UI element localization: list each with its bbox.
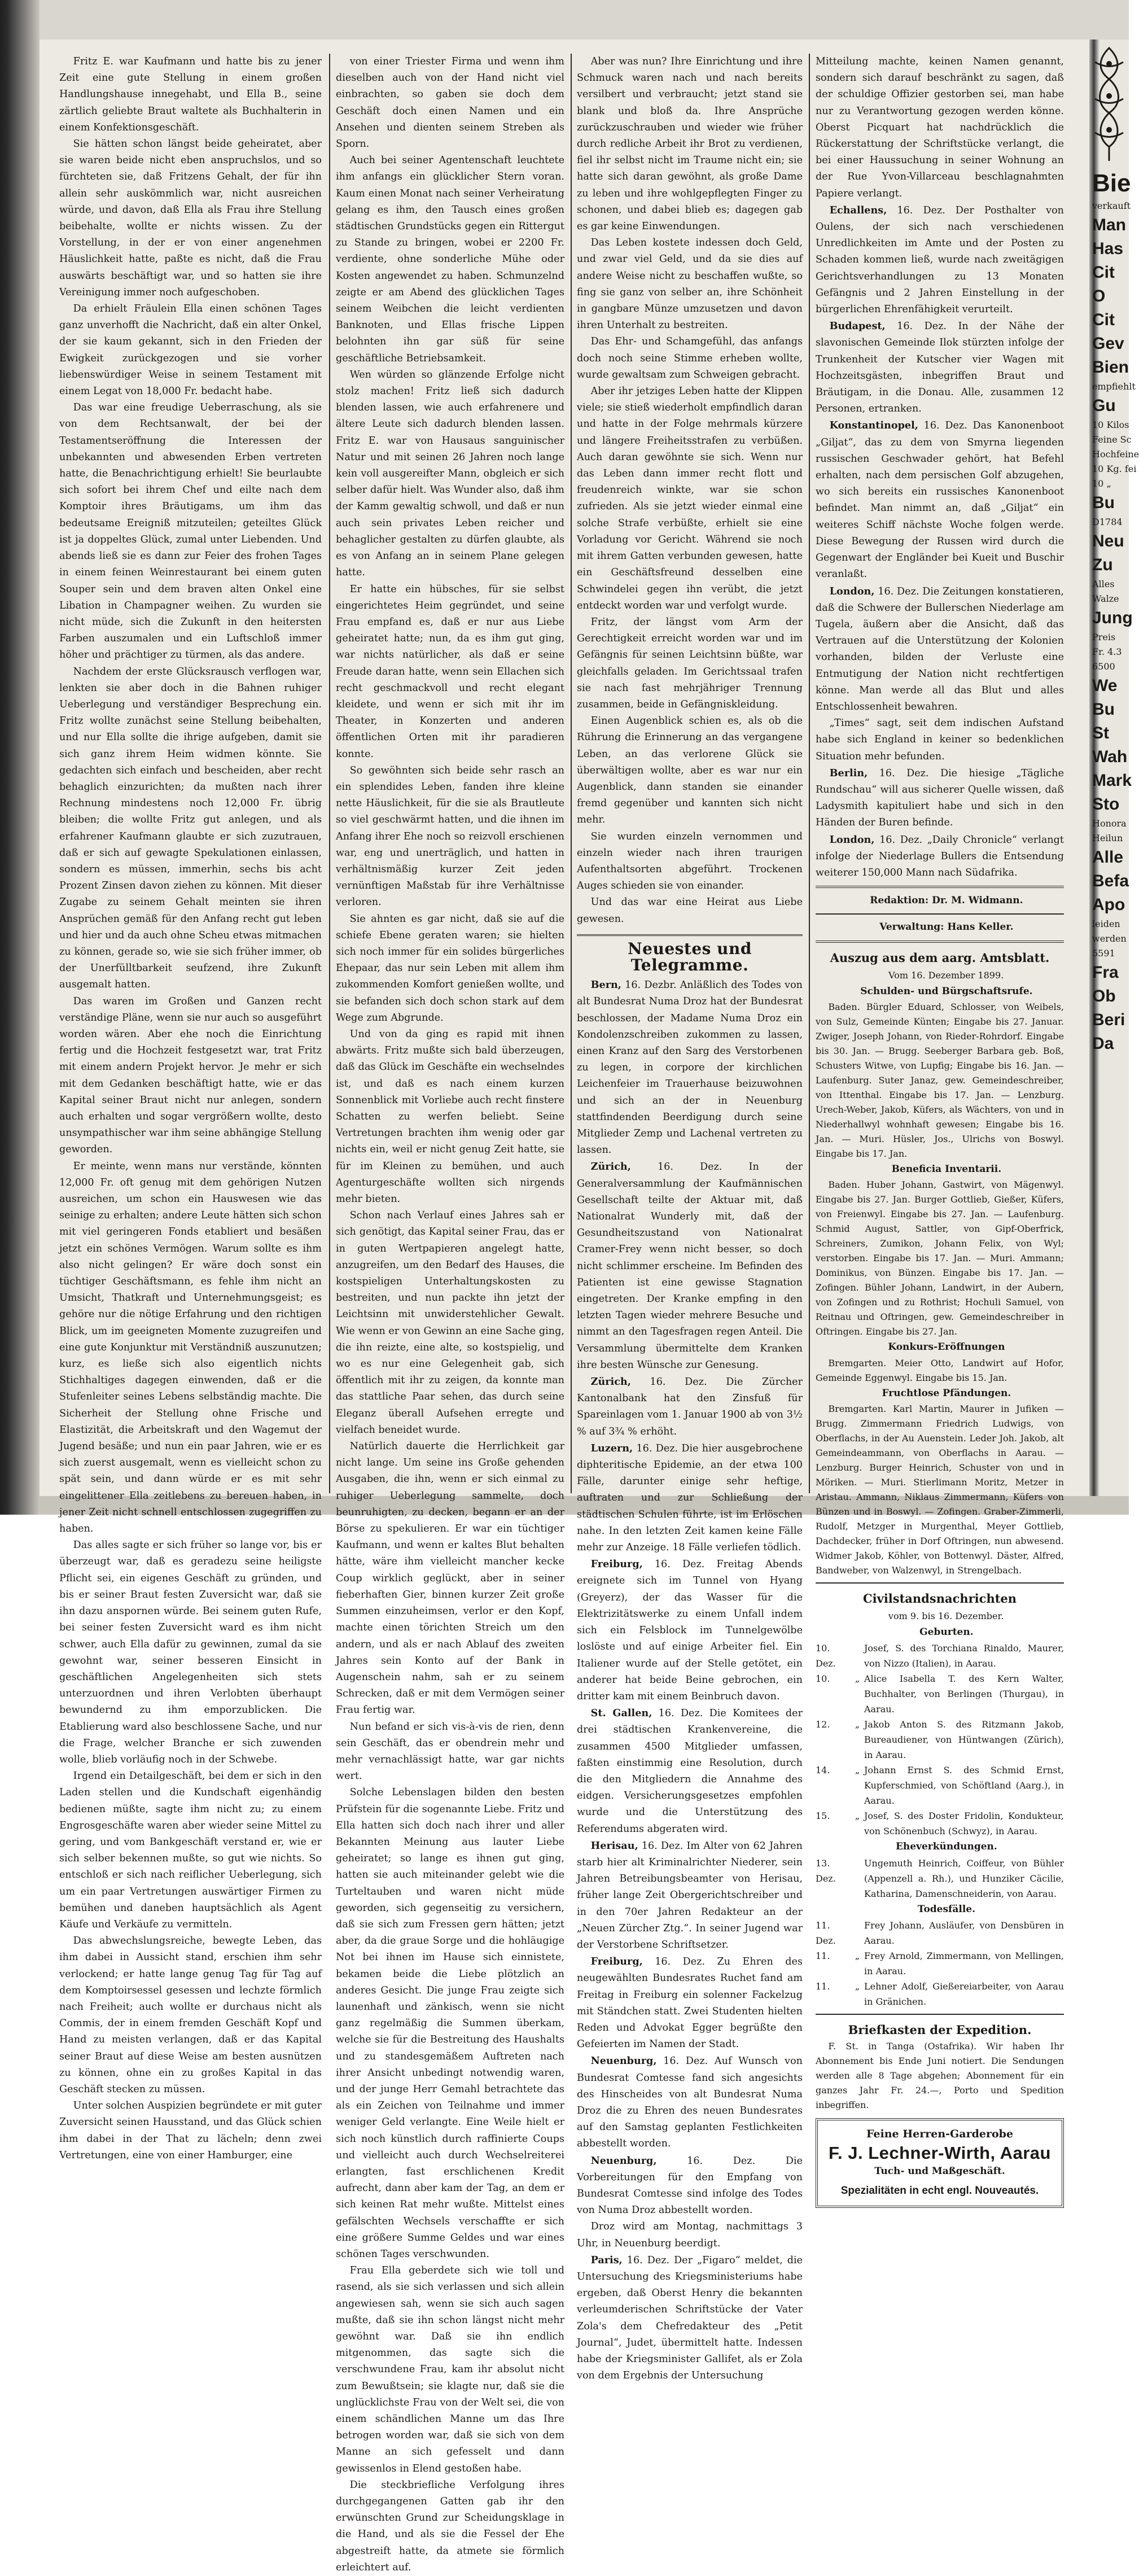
edge-text-fragment: verkauft — [1092, 200, 1131, 211]
entry-text: Frey Arnold, Zimmermann, von Mellingen, in Aarau. — [864, 1950, 1064, 1976]
news-dateline: Neuenburg, — [590, 2055, 657, 2067]
entry-text: Ungemuth Heinrich, Coiffeur, von Bühler (Appenzell a. Rh.), und Hunziker Cäcilie, Katharina, Damenschneiderin, von Aarau. — [864, 1857, 1064, 1899]
separator — [816, 913, 1064, 915]
article-paragraph: Schon nach Verlauf eines Jahres sah er sich genötigt, das Kapital seiner Frau, das er in guten Wertpapieren angelegt hatte, anzugreifen, um den Bedarf des Hauses, die kostspieligen Unterhaltungskosten zu bestreiten, und nun packte ihn jetzt der Leichtsinn mit unwiderstehlicher Gewalt. Wie wenn er von Gewinn an eine Sache ging, die ihn reizte, eine alte, so kostspielig, und wo es nur eine Gelegenheit gab, sich öffentlich mit ihr zu zeigen, da konnte man das stattliche Paar sehen, das durch seine Eleganz überall Aufsehen erregte und vielfach beneidet wurde. — [336, 1210, 564, 1436]
edge-text-fragment: Alle — [1092, 848, 1124, 867]
edge-text-fragment: Sto — [1092, 795, 1120, 814]
edge-text-fragment: Feine Sc — [1092, 434, 1132, 445]
news-dateline: St. Gallen, — [590, 1707, 652, 1720]
news-text: 16. Dez. Auf Wunsch von Bundesrat Comtesse fand sich angesichts des Hinscheides von alt Bundesrat Numa Droz die zu Ehren des neuen Bundesrates auf den Samstag geplanten Festlichkeiten abbestellt worden. — [577, 2055, 803, 2150]
ditto-mark — [851, 1641, 864, 1671]
edge-text-fragment: Zu — [1092, 556, 1113, 574]
news-text: 16. Dez. Das Kanonenboot „Giljat“, das zu dem von Smyrna liegenden russischen Geschwader gehört, hat Befehl erhalten, nach dem persischen Golf abzugehen, wo sich bereits ein russisches Kanonenboot befindet. Man nimmt an, daß „Giljat“ ein weiteres Schiff nächste Woche folgen werde. Diese Bewegung der Russen wird durch die Gegenwart der Engländer bei Kueit und Buschir veranlaßt. — [816, 420, 1064, 580]
news-section-title: Neuestes und Telegramme. — [577, 934, 803, 973]
news-item — [577, 977, 803, 1158]
ditto-mark: „ — [855, 1810, 860, 1822]
ditto-mark: „ — [855, 1673, 860, 1685]
ditto-mark: „ — [855, 1980, 860, 1992]
article-paragraph: Irgend ein Detailgeschäft, bei dem er sich in den Laden stellen und die Kundschaft eigenhändig bedienen müßte, sagte ihm nicht zu; zu einem Engrosgeschäfte waren aber wieder seine Mittel zu gering, und vom Bankgeschäft verstand er, wie er sich selber bekennen mußte, so gut wie nichts. So entschloß er sich nach reiflicher Ueberlegung, sich um ein paar Vertretungen auswärtiger Firmen zu bemühen und daneben hauptsächlich als Agent Käufe und Verkäufe zu vermitteln. — [59, 1770, 322, 1930]
article-paragraph: Aber was nun? Ihre Einrichtung und ihre Schmuck waren nach und nach bereits versilbert und verbraucht; jetzt stand sie blank und bloß da. Ihre Ansprüche zurückzuschrauben und wieder wie früher durch redliche Arbeit ihr Brot zu verdienen, fiel ihr selbst nicht im Traume nicht ein; sie hatte sich daran gewöhnt, als große Dame zu leben und ihre wohlgepflegten Finger zu schonen, und dabei blieb es; dagegen gab es gar keine Einwendungen. — [577, 56, 803, 233]
schulden-title: Schulden- und Bürgschaftsrufe. — [860, 985, 1033, 997]
edge-text-fragment: 10 „ — [1092, 478, 1111, 489]
edge-text-fragment: Heilun — [1092, 833, 1123, 843]
news-list — [816, 202, 1064, 881]
column-rule — [329, 54, 330, 1493]
news-text: 16. Dez. Die Komitees der drei städtischen Krankenvereine, die zusammen 4500 Mitglieder umfassen, faßten einstimmig eine Resolution, durch die den Mitgliedern die Annahme des eidgen. Versicherungsgesetzes empfohlen wurde und die Unterstützung des Referendums abgeraten wird. — [577, 1708, 803, 1835]
article-paragraph: Aber ihr jetziges Leben hatte der Klippen viele; sie stieß wiederholt empfindlich daran und hatte in der Folge mehrmals kürzere und längere Freiheitsstrafen zu verbüßen. Auch daran gewöhnte sie sich. Wenn nur das Leben dann immer recht flott und freudenreich winkte, war sie schon zufrieden. Als sie jetzt wieder einmal eine solche Strafe verbüßte, erhielt sie eine Vorladung vor Gericht. Während sie noch mit ihrem Gatten verbunden gewesen, hatte ein Geschäftsfreund desselben eine Schwindelei gegen ihn verübt, die jetzt entdeckt worden war und verfolgt wurde. — [577, 386, 803, 611]
edge-text-fragment: Beri — [1092, 1011, 1125, 1029]
news-dateline: London, — [829, 585, 875, 597]
edge-text-fragment: Ob — [1092, 987, 1116, 1005]
article-paragraph: Nun befand er sich vis-à-vis de rien, denn sein Geschäft, das er obendrein mehr und mehr vernachlässigt hatte, war gar nichts wert. — [336, 1721, 564, 1782]
news-text: 16. Dez. Die Zeitungen konstatieren, daß die Schwere der Bullerschen Niederlage am Tugela, äußern aber die Ansicht, daß das Vertrauen auf die Unterstützung der Kolonien vorhanden, bilden der Verluste eine Entmutigung der Nation nicht rechtfertigen könne. Man werde all das Blut und alles Entschlossenheit bewahren. — [816, 585, 1064, 712]
edge-text-fragment: Neu — [1092, 532, 1124, 550]
news-item — [577, 1440, 803, 1556]
edge-text-fragment: werden — [1092, 933, 1127, 944]
article-paragraph: Fritz, der längst vom Arm der Gerechtigkeit erreicht worden war und im Gefängnis für seinen Leichtsinn büßte, war gleichfalls geladen. Im Gerichtssaal trafen sie nach fast mehrjähriger Trennung zusammen, beide in Gefängniskleidung. — [577, 616, 803, 710]
register-entry — [816, 1948, 1064, 1979]
news-text: 16. Dez. In der Nähe der slavonischen Gemeinde Ilok stürzten infolge der Trunkenheit der Kutscher vier Wagen mit Hochzeitsgästen, inbegriffen Braut und Bräutigam, in die Donau. Alle, zusammen 12 Personen, ertranken. — [816, 321, 1064, 415]
news-text: 16. Dez. In der Generalversammlung der Kaufmännischen Gesellschaft teilte der Aktuar mit, daß Nationalrat Wunderly mit, daß der Gesundheitszustand von Nationalrat Cramer-Frey wenn nicht besser, so doch nicht schlimmer erscheine. Im Befinden des Patienten ist eine gewisse Stagnation eingetreten. Der Kranke empfing in den letzten Tagen wieder mehrere Besuche und nimmt an den Tagesfragen regen Anteil. Die Versammlung übermittelte dem Kranken ihre besten Wünsche zur Genesung. — [577, 1161, 803, 1371]
article-paragraph: Frau Ella geberdete sich wie toll und rasend, als sie sich verlassen und sich allein angewiesen sah, wenn sie sich auch sagen mußte, daß sie ihn schon längst nicht mehr gewöhnt war. Daß sie ihn endlich mitgenommen, das sagte sich die verschwundene Frau, kam ihr absolut nicht zum Bewußtsein; sie klagte nur, daß sie die unglücklichste Frau von der Welt sei, die von einem schändlichen Manne um das Ihre betrogen worden war, daß sie sich von dem Manne an sich gefesselt und dann gewissenlos in Elend gestoßen habe. — [336, 2265, 564, 2474]
feuilleton-ending — [577, 54, 803, 928]
news-dateline: Freiburg, — [590, 1558, 643, 1571]
news-item — [577, 1953, 803, 2053]
article-paragraph: Unter solchen Auspizien begründete er mit guter Zuversicht seinen Hausstand, und das Glück schien ihm dabei in der That zu lächeln; denn zwei Vertretungen, eine von einer Hamburger, eine — [59, 2100, 322, 2161]
news-item — [816, 765, 1064, 832]
advertisement-box — [816, 2118, 1064, 2208]
news-item — [816, 318, 1064, 417]
entry-text: Josef, S. des Torchiana Rinaldo, Maurer, von Nizzo (Italien), in Aarau. — [864, 1643, 1064, 1669]
geburten-list — [816, 1641, 1064, 1839]
ad-company-name: F. J. Lechner-Wirth, Aarau — [829, 2143, 1051, 2163]
edge-text-fragment: 5591 — [1092, 948, 1115, 959]
edge-text-fragment: Befa — [1092, 872, 1129, 890]
news-item — [577, 2219, 803, 2251]
register-entry — [816, 1717, 1064, 1762]
news-item — [577, 1556, 803, 1705]
ad-headline: Feine Herren-Garderobe — [866, 2128, 1014, 2140]
entry-date: 11. Dez. — [816, 1919, 836, 1946]
briefkasten-text: F. St. in Tanga (Ostafrika). Wir haben Ihr Abonnement bis Ende Juni notiert. Die Sendungen werden alle 8 Tage abgehen; Abonnement für ein ganzes Jahr Fr. 24.—, Porto und Spedition inbegriffen. — [816, 2041, 1064, 2110]
news-text: „Times“ sagt, seit dem indischen Aufstand habe sich England in keiner so bedenklichen Situation mehr befunden. — [816, 718, 1064, 762]
edge-text-fragment: Fra — [1092, 963, 1119, 982]
edge-text-fragment: leiden — [1092, 919, 1120, 929]
fruchtlos-title: Fruchtlose Pfändungen. — [882, 1387, 1011, 1399]
register-entry — [816, 1671, 1064, 1717]
register-entry — [816, 1856, 1064, 1901]
schulden-text: Baden. Bürgler Eduard, Schlosser, von Weibels, von Sulz, Gemeinde Künten; Eingabe bis 27. Januar. Zwiger, Joseph Johann, von Rieder-Rohrdorf. Eingabe bis 30. Jan. — Brugg. Seeberger Barbara geb. Boß, Schusters Witwe, von Lupfig; Eingabe bis 16. Jan. — Laufenburg. Suter Janaz, gew. Gemeindeschreiber, von Ittenthal. Eingabe bis 17. Jan. — Lenzburg. Urech-Weber, Jakob, Küfers, als Wächters, von und in Niederhallwyl wohnhaft gewesen; Eingabe bis 16. Jan. — Muri. Hüsler, Jos., Ulrichs von Boswyl. Eingabe bis 17. Jan. — [816, 1001, 1064, 1160]
news-continuation: Mitteilung machte, keinen Namen genannt, sondern sich darauf beschränkt zu sagen, daß der schuldige Offizier gestorben sei, man habe nur zu Verantwortung gezogen werden könne. Oberst Picquart hat nachdrücklich die Rückerstattung der Schriftstücke verlangt, die bei einer Haussuchung in seiner Wohnung an der Rue Yvon-Villarceau beschlagnahmten Papiere verlangt. — [816, 56, 1064, 199]
edge-text-fragment: Fr. 4.3 — [1092, 646, 1122, 657]
fruchtlos-text: Bremgarten. Karl Martin, Maurer in Jufiken — Brugg. Zimmermann Friedrich Ludwigs, von Oberflachs, in der Au Auenstein. Leder Joh. Jakob, alt Gemeindeammann, von Oberflachs in Aarau. — Lenzburg. Burger Heinrich, Schuster von und in Möriken. — Muri. Stierlimann Moritz, Metzer in Aristau. Ammann, Niklaus Zimmermann, Küfers von Bünzen und in Boswyl. — Zofingen. Graber-Zimmerli, Rudolf, Metzger in Murgenthal, Meyer Gottlieb, Dachdecker, früher in Dorf Oftringen, nun abwesend. Widmer Jakob, Köhler, von Bottenwyl. Däster, Alfred, Bandweber, von Walzenwyl, in Strengelbach. — [816, 1403, 1064, 1576]
amtsblatt-date: Vom 16. Dezember 1899. — [888, 969, 1004, 981]
news-dateline: Freiburg, — [590, 1956, 643, 1968]
column-rule — [571, 54, 572, 1493]
article-paragraph: Sie hätten schon längst beide geheiratet, aber sie waren beide nicht eben anspruchslos, und so fürchteten sie, daß Fritzens Gehalt, der für ihn allein sehr auskömmlich war, nicht ausreichen würde, und davon, daß Ella als Frau ihre Stellung beibehalte, wollte er nichts wissen. Zu der Vorstellung, in der er von einer angenehmen Häuslichkeit hatte, paßte es nicht, daß die Frau auswärts beschäftigt war, und so hatten sie ihre Vereinigung immer noch aufgeschoben. — [59, 138, 322, 298]
edge-text-fragment: Alles — [1092, 579, 1115, 589]
edge-text-fragment: St — [1092, 724, 1109, 742]
ditto-mark — [851, 1856, 864, 1901]
entry-date: 14. — [816, 1765, 830, 1776]
edge-text-fragment: Apo — [1092, 895, 1125, 914]
article-paragraph: Er hatte ein hübsches, für sie selbst eingerichtetes Heim gegründet, und seine Frau empfand es, daß er nur aus Liebe geheiratet hatte; nun, da es ihm gut ging, war nichts natürlicher, als daß er seine Freude daran hatte, wenn sein Ellachen sich recht geschmackvoll und recht elegant kleidete, und wenn er sich mit ihr im Theater, in Konzerten und anderen öffentlichen Orten mit ihr paradieren konnte. — [336, 583, 564, 760]
edge-text-fragment: Gev — [1092, 334, 1124, 353]
article-paragraph: Das Leben kostete indessen doch Geld, und zwar viel Geld, und da sie dies auf andere Weise nicht zu beschaffen wußte, so fing sie ganz von selber an, ihre Schönheit in gangbare Münze umzusetzen und davon ihren Unterhalt zu bestreiten. — [577, 237, 803, 331]
edge-text-fragment: We — [1092, 676, 1118, 695]
news-list — [577, 977, 803, 2384]
article-paragraph: Einen Augenblick schien es, als ob die Rührung die Erinnerung an das vergangene Leben, an das verlorene Glück sie überwältigen wollte, aber es war nur ein Augenblick, dann standen sie einander fremd gegenüber und kannten sich nicht mehr. — [577, 715, 803, 826]
edge-text-fragment: Has — [1092, 239, 1124, 258]
article-paragraph: Da erhielt Fräulein Ella einen schönen Tages ganz unverhofft die Nachricht, daß ein alter Onkel, der sie kaum gekannt, sich in den Frieden der Ewigkeit zurückgezogen und sie vorher liebenswürdiger Weise in seinem Testament mit einem Legat von 18,000 Fr. bedacht habe. — [59, 303, 322, 397]
register-entry — [816, 1762, 1064, 1808]
edge-text-fragment: Hochfeine — [1092, 449, 1139, 460]
column-3 — [577, 54, 803, 2382]
entry-date: 12. — [816, 1719, 830, 1730]
news-text: 16. Dez. Die Vorbereitungen für den Empfang von Bundesrat Comtesse sind infolge des Todes von Numa Droz abbestellt worden. — [577, 2155, 803, 2216]
news-text: 16. Dez. Im Alter von 62 Jahren starb hier alt Kriminalrichter Niederer, sein Jahren Betreibungsbeamter von Herisau, früher lange Zeit Obergerichtschreiber und in den 70er Jahren Redakteur an der „Neuen Zürcher Ztg.“. In seiner Jugend war der Verstorbene Schriftsetzer. — [577, 1840, 803, 1950]
edge-text-fragment: Bu — [1092, 700, 1115, 719]
konkurs-text: Bremgarten. Meier Otto, Landwirt auf Hofor, Gemeinde Eggenwyl. Eingabe bis 15. Jan. — [816, 1357, 1064, 1383]
article-paragraph: Wen würden so glänzende Erfolge nicht stolz machen! Fritz ließ sich dadurch blenden lassen, wie auch erfahrenere und ältere Leute sich dadurch blenden lassen. Fritz E. war von Hausaus sanguinischer Natur und mit seinen 26 Jahren noch lange kein voll ausgereifter Mann, obgleich er sich selber dafür hielt. Was Wunder also, daß ihm der Kamm gewaltig schwoll, und daß er nun auch sein privates Leben reicher und behaglicher gestalten zu dürfen glaubte, als es von Anfang an in seinem Plane gelegen hatte. — [336, 369, 564, 579]
ehe-list — [816, 1856, 1064, 1901]
edge-text-fragment: 6500 — [1092, 661, 1115, 672]
register-entry — [816, 1641, 1064, 1671]
news-dateline: Paris, — [590, 2254, 623, 2266]
article-paragraph: So gewöhnten sich beide sehr rasch an ein splendides Leben, fanden ihre kleine nette Häuslichkeit, für die sie als Brautleute so viel geschwärmt hatten, und die ihnen im Anfang ihrer Ehe noch so reizvoll erschienen war, eng und unerträglich, und hatten in verhältnismäßig kurzer Zeit jeden vernünftigen Maßstab für ihre Verhältnisse verloren. — [336, 764, 564, 908]
entry-text: Josef, S. des Doster Fridolin, Kondukteur, von Schönenbuch (Schwyz), in Aarau. — [864, 1810, 1064, 1837]
article-paragraph: Fritz E. war Kaufmann und hatte bis zu jener Zeit eine gute Stellung in einem großen Handlungshause innegehabt, und Ella B., seine zärtlich geliebte Braut waltete als Buchhalterin in einem Konfektionsgeschäft. — [59, 56, 322, 133]
amtsblatt-title: Auszug aus dem aarg. Amtsblatt. — [830, 950, 1050, 965]
article-paragraph: Sie ahnten es gar nicht, daß sie auf die schiefe Ebene geraten waren; sie hielten sich noch immer für ein solides bürgerliches Ehepaar, das nur sein Leben mit allem ihm zukommenden Komfort genießen wollte, und sie befanden sich doch schon stark auf dem Wege zum Abgrunde. — [336, 913, 564, 1024]
news-text: 16. Dez. Die hiesige „Tägliche Rundschau“ will aus sicherer Quelle wissen, daß Ladysmith kapituliert habe und sich in den Händen der Buren befinde. — [816, 767, 1064, 829]
ditto-mark: „ — [855, 1765, 860, 1776]
ditto-mark: „ — [855, 1719, 860, 1730]
news-item — [816, 715, 1064, 765]
edge-text-fragment: Honora — [1092, 818, 1127, 829]
news-item — [577, 1838, 803, 1953]
article-paragraph: Und das war eine Heirat aus Liebe gewesen. — [577, 896, 803, 925]
adjacent-page-fragments — [1092, 40, 1139, 1496]
news-item — [577, 2153, 803, 2219]
konkurs-title: Konkurs-Eröffnungen — [888, 1341, 1005, 1353]
edge-text-fragment: Preis — [1092, 632, 1116, 642]
article-paragraph: Auch bei seiner Agentenschaft leuchtete ihm anfangs ein glücklicher Stern voran. Kaum einen Monat nach seiner Verheiratung gelang es ihm, den Tausch eines großen städtischen Grundstücks gegen ein Rittergut zu Stande zu bringen, wobei er 2200 Fr. verdiente, ohne sonderliche Mühe oder Kosten angewendet zu haben. Schmunzelnd zeigte er am Abend des glücklichen Tages seinem Weibchen die leicht verdienten Banknoten, und Ellas frische Lippen belohnten ihn gar süß für seine geschäftliche Betriebsamkeit. — [336, 155, 564, 364]
article-paragraph: Die steckbriefliche Verfolgung ihres durchgegangenen Gatten gab ihr den erwünschten Grund zur Scheidungsklage in die Hand, und als sie die Fessel der Ehe abgestreift hatte, da atmete sie förmlich erleichtert auf. — [336, 2479, 564, 2573]
news-dateline: Konstantinopel, — [829, 419, 918, 432]
ad-business-type: Tuch- und Maßgeschäft. — [874, 2166, 1005, 2177]
entry-date: 15. — [816, 1810, 830, 1822]
news-item — [816, 202, 1064, 318]
article-paragraph: Und von da ging es rapid mit ihnen abwärts. Fritz mußte sich bald überzeugen, daß das Glück im Geschäfte ein wechselndes ist, und daß es nach einem kurzen Sonnenblick mit Vorliebe auch recht finstere Schatten zu werfen beliebt. Seine Vertretungen brachten ihm wenig oder gar nichts ein, weil er nicht genug Zeit hatte, sie für im Kleinen zu bemühen, und auch Agenturgeschäfte wollten sich nirgends mehr bieten. — [336, 1028, 564, 1205]
redaktion-line: Redaktion: Dr. M. Widmann. — [870, 895, 1023, 907]
news-item — [816, 417, 1064, 583]
article-paragraph: Das alles sagte er sich früher so lange vor, bis er überzeugt war, daß es geradezu seine heiligste Pflicht sei, ein eigenes Geschäft zu gründen, und bis er seiner Braut festen Zuversicht war, daß sie ihn dazu anspornen würde. Bei seinem guten Rufe, bei seiner festen Zuversicht ward es ihm nicht schwer, auch Ella dafür zu gewinnen, zumal da sie gewohnt war, seiner besseren Einsicht in geschäftlichen Angelegenheiten sich stets unterzuordnen und ihren Verlobten überhaupt bewundernd zu ihm emporzublicken. Die Etablierung ward also beschlossene Sache, und nur die Frage, welcher Branche er sich zuwenden wolle, blieb vorläufig noch in der Schwebe. — [59, 1540, 322, 1765]
article-paragraph: Nachdem der erste Glücksrausch verflogen war, lenkten sie aber doch in die Bahnen ruhiger Ueberlegung und verständiger Besprechung ein. Fritz wollte zunächst seine Stellung beibehalten, und nur Ella sollte die ihrige aufgeben, damit sie sich ganz ihrem Heim widmen könnte. Sie gedachten sich einfach und bescheiden, aber recht behaglich einzurichten; da mußten nach ihrer Rechnung mindestens noch 12,000 Fr. übrig bleiben; die wollte Fritz gut anlegen, und als erfahrener Kaufmann glaubte er sich zuzutrauen, daß er sich auf gewagte Spekulationen einlassen, sondern es müssen, immerhin, sechs bis acht Prozent Zinsen davon ziehen zu können. Mit dieser Zugabe zu seinem Gehalt meinten sie ihren Ansprüchen gemäß für den Anfang recht gut leben und hier und da auch ohne Scheu etwas mitmachen zu können, gerade so, wie sie sich früher immer, ob der Unerfülltbarkeit seufzend, ihre Zukunft ausgemalt hatten. — [59, 666, 322, 991]
entry-text: Frey Johann, Ausläufer, von Densbüren in Aarau. — [864, 1919, 1064, 1946]
news-text: 16. Dez. Der Posthalter von Oulens, der sich nach verschiedenen Unredlichkeiten im Amte und der Posten zu Schaden kommen ließ, wurde nach zweitägigen Gerichtsverhandlungen zu 13 Monaten Gefängnis und 2 Jahren Einstellung in der bürgerlichen Ehrenfähigkeit verurteilt. — [816, 204, 1064, 316]
civil-title: Civilstandsnachrichten — [862, 1591, 1017, 1606]
tod-title: Todesfälle. — [917, 1903, 976, 1915]
column-4 — [816, 54, 1064, 2197]
ehe-title: Eheverkündungen. — [895, 1841, 997, 1853]
civil-date: vom 9. bis 16. Dezember. — [888, 1610, 1004, 1621]
news-dateline: Zürich, — [590, 1161, 631, 1173]
ornament-icon — [1092, 45, 1126, 164]
article-paragraph: Solche Lebenslagen bilden den besten Prüfstein für die sogenannte Liebe. Fritz und Ella hatten sich doch nach ihrer und aller Bekannten Meinung aus lauter Liebe geheiratet; so lange es ihnen gut ging, hatten sie auch miteinander gelebt wie die Turteltauben und waren nicht müde geworden, sich gegenseitig zu versichern, daß sie sich zum Fressen gern hätten; jetzt aber, da die graue Sorge und die hohläugige Not bei ihnen im Hause sich einnistete, bekamen beide die Liebe plötzlich an anderes Gesicht. Die junge Frau zeigte sich launenhaft und zänkisch, wenn sie nicht ganz regelmäßig die Summen überkam, welche sie für die Bestreitung des Haushalts und zu standesgemäßem Auftreten nach ihrer Ansicht unbedingt notwendig waren, und der junge Herr Gemahl betrachtete das als ein Zeichen von Teilnahme und immer weniger Geld verlangte. Eine Weile hielt er sich noch künstlich durch raffinierte Coups und vielleicht auch durch Wechselreiterei erlangten, fast erschlichenen Kredit aufrecht, dann aber kam der Tag, an dem er sich keinen Rat mehr wußte. Mittelst eines gefälschten Wechsels verschaffte er sich eine größere Summe Geldes und war eines schönen Tages verschwunden. — [336, 1787, 564, 2260]
news-item — [577, 2252, 803, 2385]
tod-list — [816, 1918, 1064, 2009]
edge-text-fragment: empfiehlt — [1092, 381, 1136, 392]
edge-text-fragment: Cit — [1092, 263, 1115, 282]
beneficia-title: Beneficia Inventarii. — [891, 1164, 1002, 1175]
news-text: 16. Dez. Die hier ausgebrochene diphteritische Epidemie, an der etwa 100 Fälle, darunter einige sehr heftige, auftraten und zur Schließung der städtischen Schulen führte, ist im Erlöschen nahe. In den letzten Zeit kamen keine Fälle mehr zur Anzeige. 18 Fälle verliefen tödlich. — [577, 1442, 803, 1554]
entry-date: 11. — [816, 1980, 830, 1992]
news-text: 16. Dez. Der „Figaro“ meldet, die Untersuchung des Kriegsministeriums habe ergeben, daß Oberst Henry die bekannten verleumderischen Schriftstücke der Vater Zola's dem Chefredakteur des „Petit Journal“, Judet, übermittelt hatte. Indessen habe der Kriegsminister Gallifet, als er Zola von dem Ergebnis der Untersuchung — [577, 2254, 803, 2382]
news-dateline: Bern, — [590, 979, 621, 991]
edge-text-fragment: Bu — [1092, 493, 1115, 512]
register-entry — [816, 1918, 1064, 1948]
edge-text-fragment: Bien — [1092, 358, 1129, 377]
news-text: 16. Dez. Freitag Abends ereignete sich im Tunnel von Hyang (Greyerz), der das Wasser für die Elektrizitätswerke zu einem Unfall indem sich ein Felsblock im Tunnelgewölbe loslöste und auf einige Arbeiter fiel. Ein Italiener wurde auf der Stelle getötet, ein anderer hat beide Beine gebrochen, ein dritter kam mit einem Beinbruch davon. — [577, 1559, 803, 1702]
news-dateline: Budapest, — [829, 320, 886, 333]
separator — [816, 1582, 1064, 1584]
entry-date: 10. Dez. — [816, 1643, 836, 1669]
edge-text-fragment: Wah — [1092, 747, 1128, 766]
entry-text: Jakob Anton S. des Ritzmann Jakob, Bureaudiener, von Hüntwangen (Zürich), in Aarau. — [864, 1719, 1064, 1761]
entry-date: 10. — [816, 1673, 830, 1685]
news-text: 16. Dez. Zu Ehren des neugewählten Bundesrates Ruchet fand am Freitag in Freiburg ein solenner Fackelzug mit Ständchen statt. Zwei Studenten hielten Reden und Advokat Egger begrüßte den Gefeierten im Namen der Stadt. — [577, 1956, 803, 2050]
edge-text-fragment: 10 Kilos — [1092, 419, 1129, 430]
news-text: 16. Dezbr. Anläßlich des Todes von alt Bundesrat Numa Droz hat der Bundesrat beschlossen, der Madame Numa Droz ein Kondolenzschreiben zukommen zu lassen, einen Kranz auf den Sarg des Verstorbenen zu legen, in corpore der kirchlichen Leichenfeier im Trauerhause beizuwohnen und sich an der in Neuenburg stattfindenden Beerdigung durch seine Mitglieder Zemp und Lachenal vertreten zu lassen. — [577, 979, 803, 1156]
edge-text-fragment: D1784 — [1092, 517, 1123, 527]
register-entry — [816, 1808, 1064, 1839]
news-item — [577, 2053, 803, 2152]
edge-text-fragment: O — [1092, 287, 1106, 305]
register-entry — [816, 1979, 1064, 2009]
entry-text: Alice Isabella T. des Kern Walter, Buchhalter, von Berlingen (Thurgau), in Aarau. — [864, 1673, 1064, 1715]
news-item — [816, 832, 1064, 882]
news-dateline: Luzern, — [590, 1442, 633, 1454]
news-dateline: Zürich, — [590, 1376, 631, 1388]
ad-specialties: Spezialitäten in echt engl. Nouveautés. — [840, 2184, 1039, 2197]
article-paragraph: Das abwechslungsreiche, bewegte Leben, das ihm dabei in Aussicht stand, erschien ihm sehr verlockend; er hatte lange genug Tag für Tag auf dem Komptoirsessel gesessen und lechzte förmlich nach Freiheit; auch wollte er durchaus nicht als Commis, der in einem fremden Geschäft Kopf und Hand zu meisten verlangen, daß er das Kapital seiner Braut auf diese Weise am besten ausnützen zu können, ohne ein zu großes Kapital in das Geschäft stecken zu müssen. — [59, 1935, 322, 2095]
entry-text: Johann Ernst S. des Schmid Ernst, Kupferschmied, von Schöftland (Aarg.), in Aarau. — [864, 1765, 1064, 1807]
edge-text-fragment: 10 Kg. fei — [1092, 463, 1137, 474]
edge-text-fragment: Jung — [1092, 609, 1133, 627]
news-dateline: Herisau, — [590, 1839, 638, 1852]
article-paragraph: Sie wurden einzeln vernommen und einzeln wieder nach ihren traurigen Aufenthaltsorten abgeführt. Trockenen Auges schieden sie von einander. — [577, 830, 803, 892]
article-paragraph: Er meinte, wenn mans nur verstände, könnten 12,000 Fr. oft genug mit dem gehörigen Nutzen ausreichen, um schon ein Hauswesen wie das seinige zu erhalten; andere Leute hätten sich schon mit viel geringeren Fonds etabliert und besäßen jetzt ein schönes Vermögen. Warum sollte es ihm also nicht gelingen? Er wäre doch sonst ein tüchtiger Geschäftsmann, es fehle ihm nicht an Umsicht, Thatkraft und Unternehmungsgeist; es gehöre nur die nötige Erfahrung und den richtigen Blick, um im geeigneten Momente zuzugreifen und eine gute Konjunktur mit Verständniß auszunutzen; kurz, es ließe sich also eigentlich nichts Stichhaltiges dagegen einwenden, daß er die Stufenleiter seines Lebens selbständig machte. Die Sicherheit der Stellung ohne Frische und Elastizität, die Arbeitskraft und den Wagemut der Jugend besäße; und nun ein paar Jahren, wie er es sich zuerst ausgemalt, wenn es vielleicht schon zu spät sein, und dann würde er es mit sehr eingelittener Ella zeitlebens zu bereuen haben, in jener Zeit nicht schnell entschlossen zugegriffen zu haben. — [59, 1160, 322, 1535]
separator — [816, 2014, 1064, 2015]
briefkasten-title: Briefkasten der Expedition. — [848, 2022, 1032, 2037]
news-dateline: Neuenburg, — [590, 2154, 657, 2167]
news-text: 16. Dez. Die Zürcher Kantonalbank hat den Zinsfuß für Spareinlagen vom 1. Januar 1900 ab von 3½ % auf 3¾ % erhöht. — [577, 1376, 803, 1437]
article-paragraph: Natürlich dauerte die Herrlichkeit gar nicht lange. Um seine ins Große gehenden Ausgaben, die ihn, wenn er sich einmal zu ruhiger Ueberlegung sammelte, doch beunruhigten, zu decken, begann er an der Börse zu spekulieren. Er war ein tüchtiger Kaufmann, und wenn er kaltes Blut behalten hätte, wäre ihm vielleicht mancher keckе Coup wirklich geglückt, aber in seiner fieberhaften Gier, binnen kurzer Zeit große Summen einzuheimsen, verlor er den Kopf, machte einen törichten Streich um den andern, und als er nach Ablauf des zweiten Jahres sein Konto auf der Bank in Augenschein nahm, sah er zu seinem Schrecken, daß er mit dem Vermögen seiner Frau fertig war. — [336, 1441, 564, 1716]
edge-text-fragment: Bie — [1092, 169, 1131, 197]
column-1-feuilleton — [59, 54, 322, 2161]
news-dateline: London, — [829, 833, 875, 846]
edge-text-fragment: Walze — [1092, 593, 1119, 604]
geburten-title: Geburten. — [919, 1626, 974, 1638]
news-item — [577, 1705, 803, 1838]
edge-text-fragment: Gu — [1092, 396, 1116, 415]
verwaltung-line: Verwaltung: Hans Keller. — [879, 921, 1014, 933]
news-text: Droz wird am Montag, nachmittags 3 Uhr, in Neuenburg beerdigt. — [577, 2221, 803, 2249]
edge-text-fragment: Mark — [1092, 771, 1132, 790]
entry-date: 11. — [816, 1950, 830, 1961]
edge-text-fragment: Man — [1092, 216, 1126, 234]
separator — [816, 886, 1064, 888]
ditto-mark — [851, 1918, 864, 1948]
article-paragraph: von einer Triester Firma und wenn ihm dieselben auch von der Hand nicht viel einbrachten, so gaben sie doch dem Geschäft doch einen Namen und ein Ansehen und dienten seinem Streben als Sporn. — [336, 56, 564, 150]
entry-text: Lehner Adolf, Gießereiarbeiter, von Aarau in Gränichen. — [864, 1980, 1064, 2007]
news-text: 16. Dez. „Daily Chronicle“ verlangt infolge der Niederlage Bullers die Entsendung weiterer 150,000 Mann nach Südafrika. — [816, 834, 1064, 878]
column-2-feuilleton — [336, 54, 564, 2573]
ditto-mark: „ — [855, 1950, 860, 1961]
column-rule — [809, 54, 810, 1493]
edge-text-fragment: Cit — [1092, 310, 1115, 329]
edge-text-fragment: Da — [1092, 1034, 1114, 1053]
news-item — [816, 583, 1064, 716]
news-item — [577, 1374, 803, 1440]
book-binding — [0, 0, 40, 1515]
separator — [816, 941, 1064, 943]
article-paragraph: Das Ehr- und Schamgefühl, das anfangs doch noch seine Stimme erheben wollte, wurde gewaltsam zum Schweigen gebracht. — [577, 336, 803, 381]
news-dateline: Berlin, — [829, 767, 868, 779]
news-dateline: Echallens, — [829, 204, 887, 216]
beneficia-text: Baden. Huber Johann, Gastwirt, von Mägenwyl. Eingabe bis 27. Jan. Burger Gottlieb, Gießer, Küfers, von Freienwyl. Eingabe bis 27. Jan. — Laufenburg. Schmid August, Sattler, von Gipf-Oberfrick, Schreiners, Zumikon, Johann Felix, von Wyl; verstorben. Eingabe bis 17. Jan. — Muri. Ammann; Dominikus, von Bünzen. Eingabe bis 17. Jan. — Zofingen. Bühler Johann, Landwirt, in der Aubern, von Zofingen und zu Rothrist; Hochuli Samuel, von Reitnau und Oftringen, gew. Gemeindeschreiber in Oftringen. Eingabe bis 27. Jan. — [816, 1179, 1064, 1337]
news-item — [577, 1158, 803, 1374]
article-paragraph: Das waren im Großen und Ganzen recht verständige Pläne, wenn sie nur auch so ausgeführt worden wären. Aber ehe noch die Einrichtung fertig und die Hochzeit festgesetzt war, trat Fritz mit einem andern Projekt hervor. Je mehr er sich mit dem Gedanken beschäftigt hatte, wie er das Kapital seiner Braut nicht nur anlegen, sondern auch erhalten und sogar vergrößern wollte, desto unsympathischer war ihm seine abhängige Stellung geworden. — [59, 995, 322, 1156]
article-paragraph: Das war eine freudige Ueberraschung, als sie von dem Rechtsanwalt, der bei der Testamentseröffnung die Interessen der unbekannten und abwesenden Erben vertreten hatte, die Benachrichtigung erhielt! Sie beurlaubte sich sofort bei ihrem Chef und eilte nach dem Komptoir ihres Bräutigams, um ihm das bedeutsame Ereigniß mitzuteilen; geteiltes Glück ist ja doppeltes Glück, zumal unter Liebenden. Und abends ließ sie es dann zur Feier des frohen Tages in einem feinen Weinrestaurant bei einem guten Souper sein und dem braven alten Onkel eine Libation in Champagner weihen. Zu wurden sie nicht müde, sich die Zukunft in den heitersten Farben auszumalen und ein Luftschloß immer höher und prächtiger zu türmen, als das andere. — [59, 402, 322, 661]
entry-date: 13. Dez. — [816, 1857, 836, 1884]
